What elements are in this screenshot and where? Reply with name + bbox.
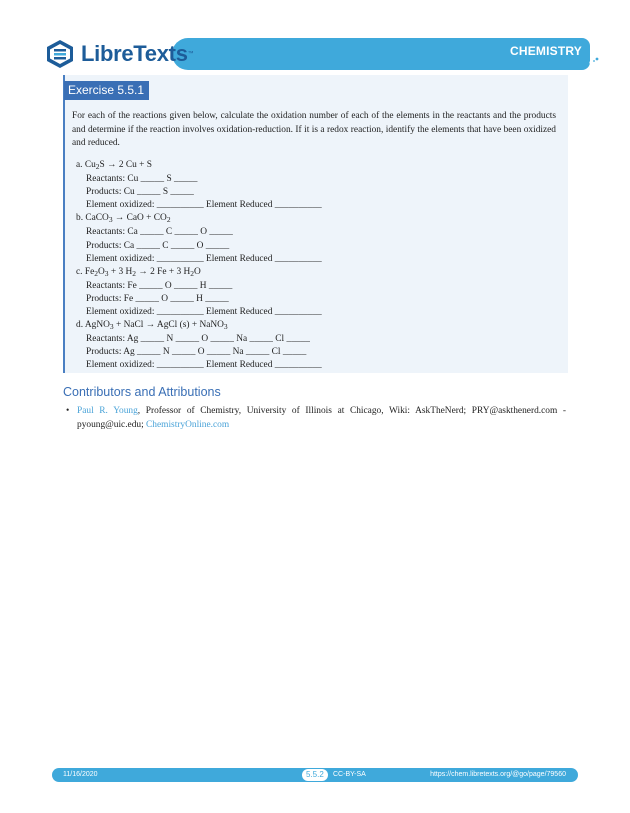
question-reactants: Reactants: Ca _____ C _____ O _____ — [86, 227, 233, 238]
question-redox-elements: Element oxidized: __________ Element Reduced __________ — [86, 200, 322, 211]
footer-date: 11/16/2020 — [63, 771, 98, 778]
libretexts-logo-icon — [45, 39, 75, 69]
question-redox-elements: Element oxidized: __________ Element Reduced __________ — [86, 307, 322, 318]
footer-url[interactable]: https://chem.libretexts.org/@go/page/79560 — [430, 771, 566, 778]
question-products: Products: Ag _____ N _____ O _____ Na _____ Cl _____ — [86, 347, 307, 358]
logo-trademark: ™ — [187, 51, 194, 57]
question-reactants: Reactants: Cu _____ S _____ — [86, 174, 198, 185]
question-reaction: b. CaCO$_3$ → CaO + $CO_2$ — [76, 213, 171, 225]
flask-icon — [588, 43, 606, 65]
question-redox-elements: Element oxidized: __________ Element Reduced __________ — [86, 253, 322, 264]
question-products: Products: Cu _____ S _____ — [86, 187, 194, 198]
author-link[interactable]: Paul R. Young — [77, 406, 138, 416]
question-reactants: Reactants: Fe _____ O _____ H _____ — [86, 280, 233, 291]
question-products: Products: Ca _____ C _____ O _____ — [86, 240, 230, 251]
footer-license[interactable]: CC-BY-SA — [333, 771, 366, 778]
author-description: , Professor of Chemistry, University of Illinois at Chicago, Wiki: AskTheNerd; PRY@askthenerd.com - pyoung@uic.edu; — [77, 406, 567, 430]
logo-text: LibreTexts — [81, 41, 188, 66]
question-reaction: d. AgNO$_3$ + NaCl → AgCl (s) + NaNO$_3$ — [76, 320, 228, 332]
footer-bar — [52, 768, 578, 782]
footer-page-number: 5.5.2 — [302, 769, 328, 781]
subject-label[interactable]: CHEMISTRY — [509, 44, 582, 58]
exercise-intro: For each of the reactions given below, calculate the oxidation number of each of the elements in the reactants and the products and determine if the reaction involves oxidation-reduction. If it is a redox reaction, identify the elements that have been oxidized and reduced. — [72, 111, 556, 148]
contributors-heading: Contributors and Attributions — [63, 385, 221, 399]
question-reaction: a. $Cu_2S \to 2$ Cu + S — [76, 160, 152, 171]
site-link[interactable]: ChemistryOnline.com — [146, 419, 230, 430]
question-reaction: c. $Fe_2O_3 + 3$ $H_2 \to 2$ Fe + 3 $H_2O$ — [76, 266, 201, 278]
question-reactants: Reactants: Ag _____ N _____ O _____ Na _____ Cl _____ — [86, 334, 310, 345]
bullet-icon: • — [66, 406, 70, 416]
exercise-title: Exercise 5.5.1 — [64, 81, 149, 100]
libretexts-logo[interactable] — [45, 37, 194, 71]
question-products: Products: Fe _____ O _____ H _____ — [86, 293, 229, 304]
question-redox-elements: Element oxidized: __________ Element Reduced __________ — [86, 360, 322, 371]
exercise-question-list — [76, 159, 322, 373]
contributors-entry — [66, 405, 566, 432]
